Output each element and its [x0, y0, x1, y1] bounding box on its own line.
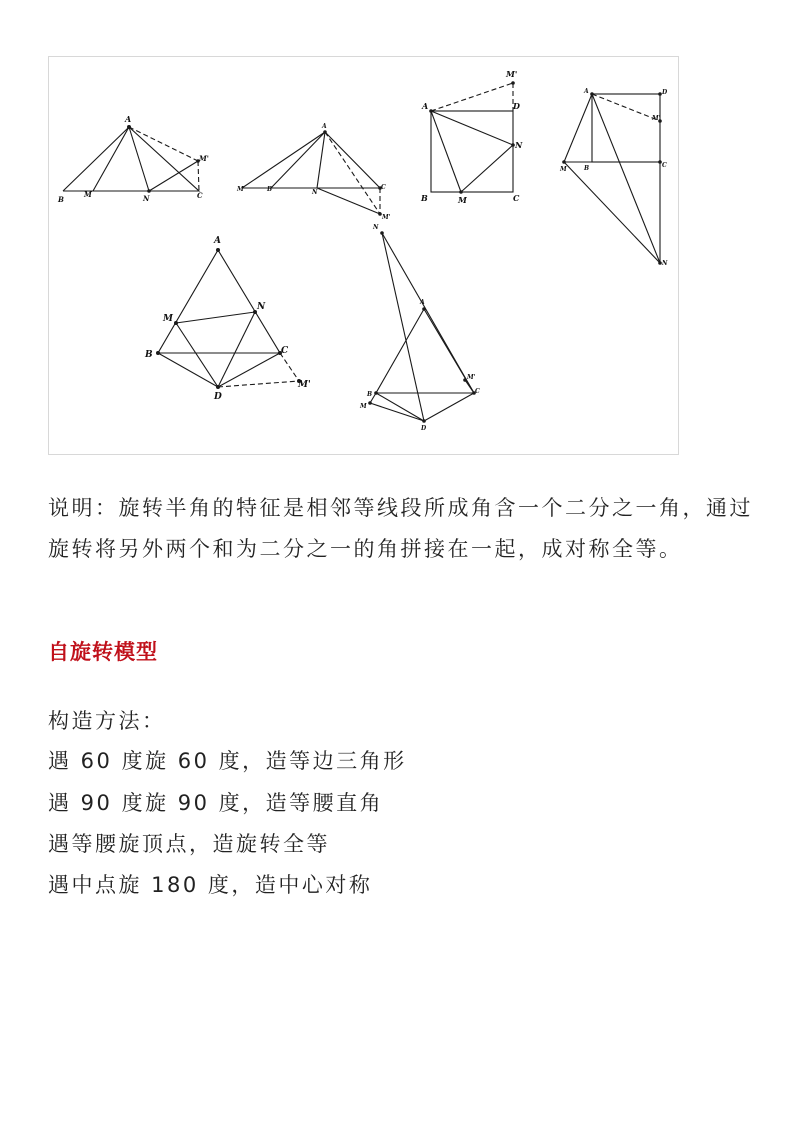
- fig4-label-B: B: [584, 165, 590, 172]
- method-title: 构造方法：: [48, 709, 166, 733]
- fig3-label-C: C: [513, 193, 520, 203]
- fig1-label-B: B: [58, 195, 64, 204]
- geometry-diagrams: [49, 57, 680, 456]
- fig6-label-A: A: [420, 299, 425, 306]
- fig2-label-N: N: [312, 189, 318, 196]
- fig4-label-N: N: [662, 260, 668, 267]
- figure-5: [144, 236, 311, 402]
- fig5-label-B: B: [145, 350, 153, 360]
- figure-3: [420, 69, 523, 205]
- fig4-label-Mp: M': [652, 115, 661, 122]
- fig6-label-M: M: [360, 403, 367, 410]
- fig2-label-Mp: M': [382, 214, 391, 221]
- fig6-label-N: N: [373, 224, 379, 231]
- method-item-4: 遇中点旋 180 度，造中心对称: [48, 873, 373, 897]
- fig5-label-Mp: M': [298, 380, 311, 390]
- method-item-2: 遇 90 度旋 90 度，造等腰直角: [48, 791, 384, 815]
- figure-2: [236, 123, 391, 221]
- fig1-label-N: N: [143, 194, 150, 203]
- fig1-label-M: M: [84, 190, 92, 199]
- fig2-label-M: M: [237, 186, 244, 193]
- fig5-label-C: C: [281, 346, 289, 356]
- fig6-label-C: C: [475, 388, 480, 395]
- fig3-label-N: N: [515, 140, 523, 150]
- fig6-label-B: B: [367, 391, 373, 398]
- fig1-label-C: C: [197, 191, 203, 200]
- figure-1: [57, 114, 209, 204]
- fig6-label-D: D: [421, 425, 427, 432]
- fig4-label-M: M: [560, 166, 567, 173]
- fig5-label-M: M: [163, 314, 173, 324]
- description-paragraph: 说明：旋转半角的特征是相邻等线段所成角含一个二分之一角，通过旋转将另外两个和为二分之一的角拼接在一起，成对称全等。: [48, 496, 753, 561]
- fig3-label-Mp: M': [506, 69, 518, 79]
- fig3-label-B: B: [421, 193, 428, 203]
- fig5-label-A: A: [214, 236, 221, 246]
- fig4-label-A: A: [584, 88, 589, 95]
- fig1-label-Mp: M': [199, 154, 209, 163]
- fig4-label-C: C: [662, 162, 667, 169]
- fig2-label-B: B: [267, 186, 273, 193]
- fig2-label-A: A: [322, 123, 327, 130]
- fig5-label-N: N: [257, 302, 266, 312]
- fig1-label-A: A: [125, 114, 132, 124]
- method-item-1: 遇 60 度旋 60 度，造等边三角形: [48, 749, 407, 773]
- section-heading: 自旋转模型: [48, 640, 158, 664]
- fig6-label-Mp: M': [467, 374, 476, 381]
- fig5-label-D: D: [214, 392, 222, 402]
- method-item-3: 遇等腰旋顶点，造旋转全等: [48, 832, 330, 856]
- fig3-label-D: D: [513, 101, 520, 111]
- geometry-figure-panel: [48, 56, 679, 455]
- fig4-label-D: D: [662, 89, 668, 96]
- fig2-label-C: C: [381, 184, 386, 191]
- fig3-label-A: A: [422, 101, 429, 111]
- figure-6: [359, 224, 480, 432]
- fig3-label-M: M: [458, 195, 467, 205]
- figure-4: [559, 88, 668, 267]
